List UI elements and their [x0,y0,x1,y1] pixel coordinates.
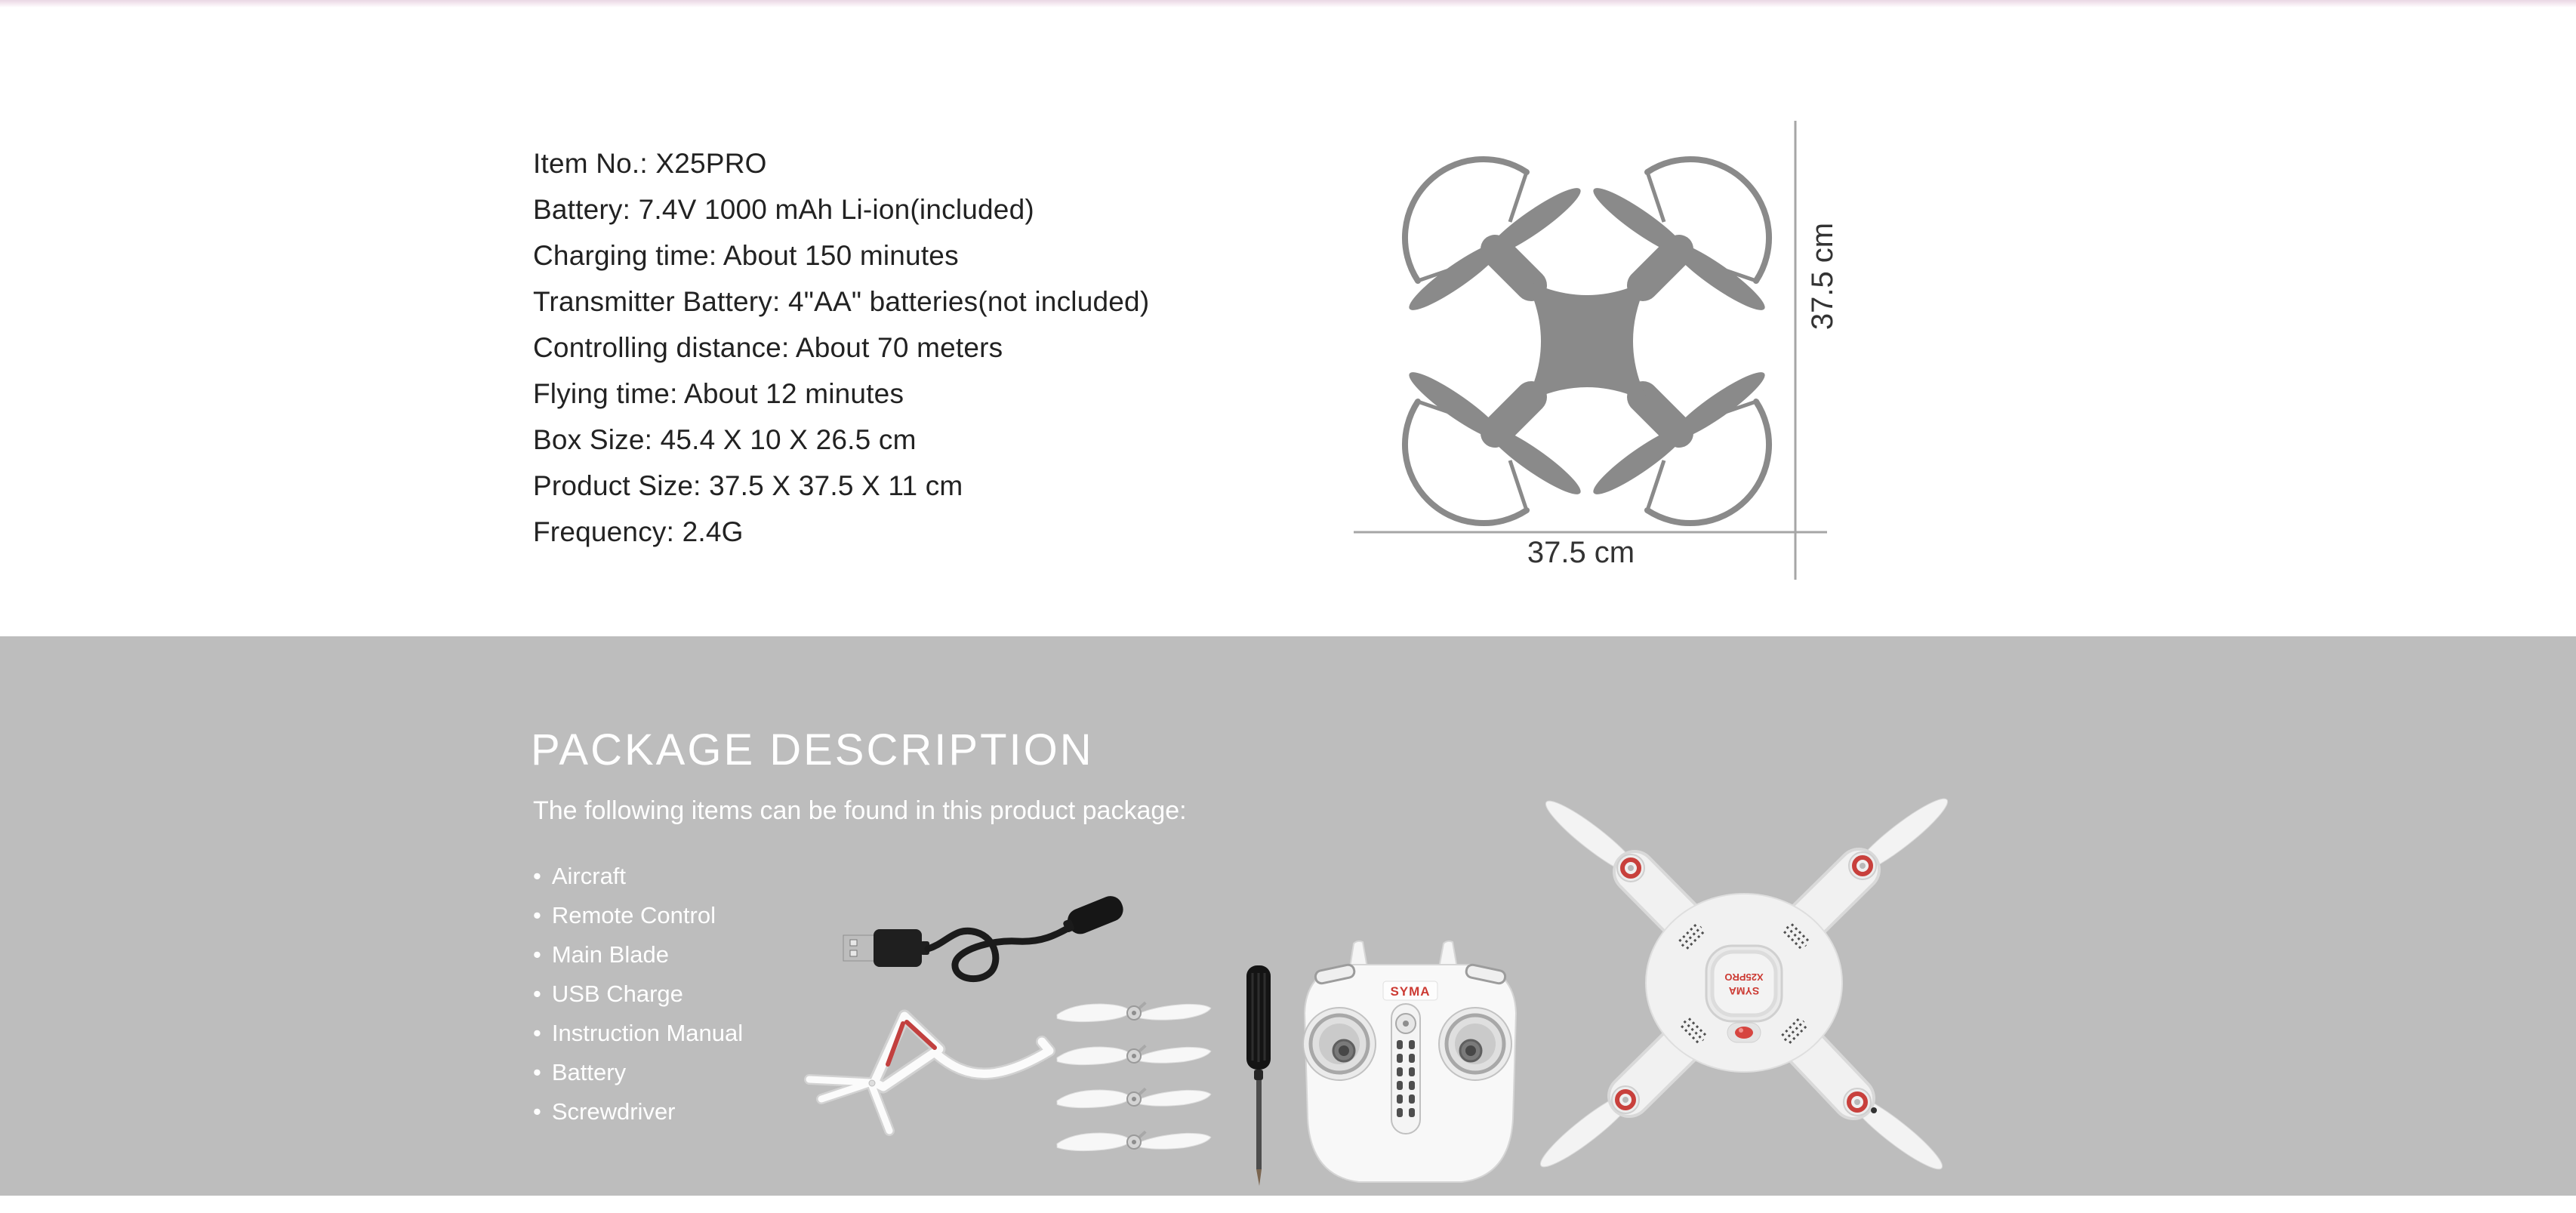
propeller-image [1056,998,1211,1026]
bullet-icon: • [533,863,541,889]
propeller-set-image [1051,994,1217,1213]
package-subtitle: The following items can be found in this product package: [533,796,1187,825]
right-joystick [1439,1008,1511,1080]
spec-section [0,8,2576,636]
package-item-label: Remote Control [551,902,716,928]
spec-line-frequency: Frequency: 2.4G [533,516,744,547]
package-item-remote-control [533,896,743,935]
package-item-label: Screwdriver [551,1098,676,1125]
package-item-list [533,857,743,1131]
spec-line-item-no: Item No.: X25PRO [533,148,767,179]
package-title: PACKAGE DESCRIPTION [531,725,1094,774]
package-section [0,636,2576,1196]
drone-dimension-diagram [1351,113,1842,589]
spec-line-flying-time: Flying time: About 12 minutes [533,378,904,409]
left-joystick [1303,1008,1376,1080]
spec-line-box-size: Box Size: 45.4 X 10 X 26.5 cm [533,424,917,455]
bullet-icon: • [533,941,541,968]
bullet-icon: • [533,1059,541,1085]
spec-line-charging-time: Charging time: About 150 minutes [533,240,959,271]
package-item-label: Instruction Manual [551,1020,744,1046]
drone-brand-label: SYMA [1728,985,1760,997]
center-button-panel [1391,1004,1420,1134]
drone-model-label: X25PRO [1724,971,1764,983]
remote-brand-label: SYMA [1390,984,1431,999]
package-item-usb-charge [533,974,743,1014]
usb-cable-image [842,894,1136,993]
remote-control-image [1296,937,1525,1187]
bullet-icon: • [533,902,541,928]
spec-line-distance: Controlling distance: About 70 meters [533,332,1003,363]
spec-line-tx-battery: Transmitter Battery: 4"AA" batteries(not included) [533,286,1150,317]
package-item-aircraft [533,857,743,896]
drone-silhouette-icon [1351,113,1842,589]
package-item-label: Aircraft [551,863,627,889]
width-dimension-label: 37.5 cm [1527,536,1635,569]
package-item-instruction-manual [533,1014,743,1053]
spec-line-battery: Battery: 7.4V 1000 mAh Li-ion(included) [533,194,1034,225]
bullet-icon: • [533,1020,541,1046]
package-item-label: Main Blade [551,941,669,968]
spec-list [533,140,1149,555]
screwdriver-image [1243,962,1276,1189]
package-item-main-blade [533,935,743,974]
bullet-icon: • [533,981,541,1007]
package-item-screwdriver [533,1092,743,1131]
package-item-label: USB Charge [551,981,683,1007]
package-item-battery [533,1053,743,1092]
package-item-label: Battery [551,1059,627,1085]
height-dimension-label: 37.5 cm [1806,222,1839,331]
top-accent-line [0,0,2576,8]
drone-top-view-image [1533,759,1955,1196]
landing-gear-image [799,1004,1055,1147]
spec-line-product-size: Product Size: 37.5 X 37.5 X 11 cm [533,470,963,501]
bullet-icon: • [533,1098,541,1125]
